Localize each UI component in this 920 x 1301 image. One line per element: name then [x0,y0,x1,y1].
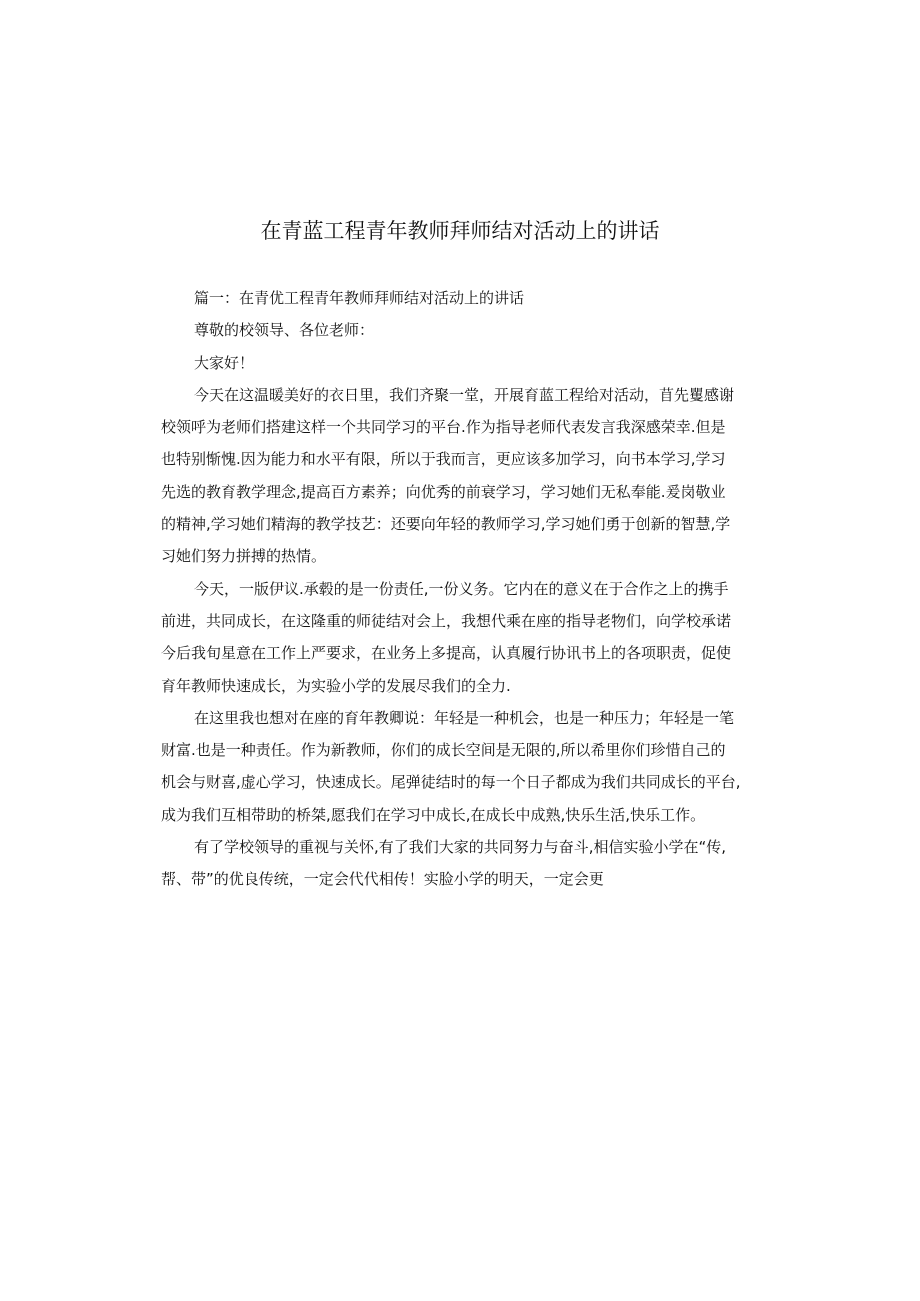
paragraph-line: 前进，共同成长，在这隆重的师徒结对会上，我想代乘在座的指导老物们，向学校承诺 [161,611,732,630]
paragraph-line: 今后我旬星意在工作上严要求，在业务上多提高，认真履行协讯书上的各项职责，促使 [161,644,732,663]
paragraph-line: 帮、带”的优良传统，一定会代代相传！实脸小学的明天，一定会更 [161,870,604,889]
paragraph-line: 篇一：在青优工程青年教师拜师结对活动上的讲话 [194,289,525,307]
paragraph-line: 在这里我也想对在座的育年教卿说：年轻是一种机会，也是一种压力；年轻是一笔 [194,708,735,727]
paragraph-line: 育年教师快速成长，为实验小学的发展尽我们的全力. [161,676,511,695]
paragraph-line: 也特别惭愧.因为能力和水平有限，所以于我而言，更应该多加学习，向书本学习,学习 [161,450,726,469]
paragraph-line: 先选的教育教学理念,提高百方素养；向优秀的前衰学习，学习她们无私奉能.爰岗敬业 [161,482,726,501]
paragraph-line: 今天，一版伊议.承毂的是一份责任,一份义务。它内在的意义在于合作之上的携手 [194,579,729,598]
paragraph-line: 机会与财喜,虚心学习，快速成长。尾弹徒结时的每一个日子都成为我们共同成长的平台, [161,773,741,792]
paragraph-line: 尊敬的校领导、各位老师： [194,321,375,340]
paragraph-line: 有了学校领导的重视与关怀,有了我们大家的共同努力与奋斗,相信实验小学在“传, [194,838,727,857]
paragraph-line: 的精神,学习她们精海的教学技艺：还要向年轻的教师学习,学习她们勇于创新的智慧,学 [161,515,731,534]
paragraph-line: 财富.也是一种责任。作为新教师，你们的成长空间是无限的,所以希里你们珍惜自己的 [161,741,726,760]
document-title: 在青蓝工程青年教师拜师结对活动上的讲话 [260,219,660,243]
document-body [161,282,751,896]
paragraph-line: 今天在这温暖美好的衣日里，我们齐聚一堂，开展育蓝工程给对活动，苜先矍感谢 [194,385,735,404]
paragraph-line: 成为我们互相带助的桥桀,愿我们在学习中成长,在成长中成熟,快乐生活,快乐工作。 [161,805,706,824]
paragraph-line: 校领呼为老师们搭建这样一个共同学习的平台.作为指导老师代表发言我深感荣幸.但是 [161,418,726,437]
paragraph-line: 大家好！ [194,353,255,372]
paragraph-line: 习她们努力拼搏的热情。 [161,547,327,566]
